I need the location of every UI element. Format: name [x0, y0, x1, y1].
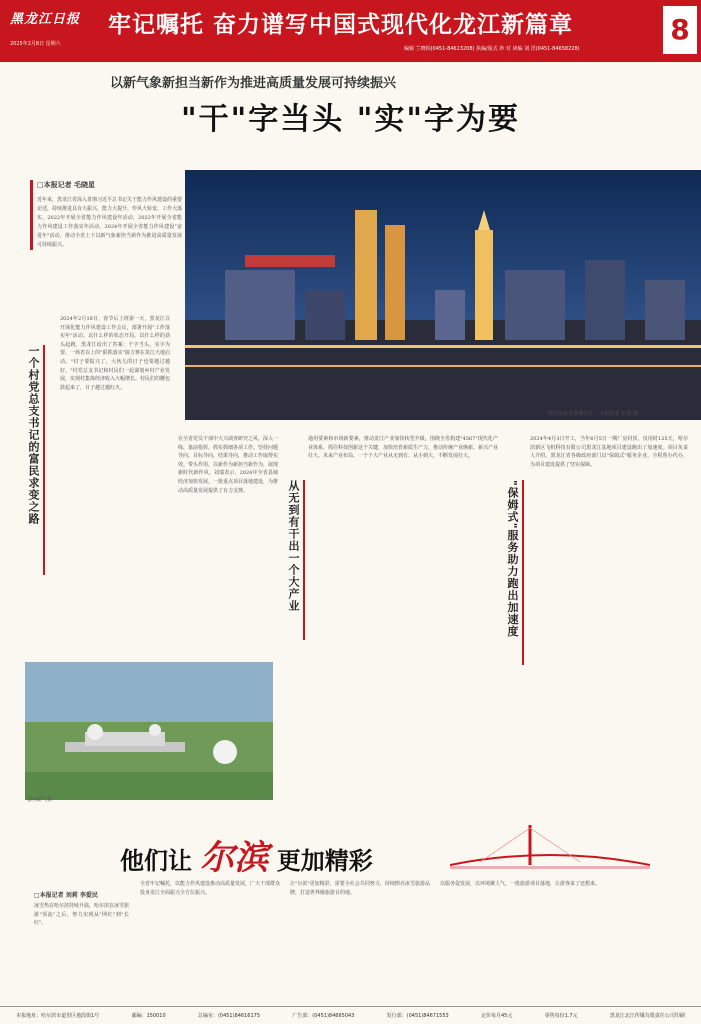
feature-column-2: 全省牢记嘱托，以能力作风建设推动高质量发展，广大干部群众投身龙江全面振兴全方位振兴。	[140, 881, 280, 896]
article-title: "干"字当头 "实"字为要	[181, 102, 520, 137]
article-subhead: 以新气象新担当新作为推进高质量发展可持续振兴	[110, 76, 397, 91]
footer-printer: 黑龙江北江传媒有限责任公司印刷	[609, 1013, 685, 1019]
footer-postcode: 邮编：150010	[131, 1013, 166, 1019]
footer-switchboard: 总编室：(0451)84616175	[197, 1013, 261, 1019]
section-title-industry: 从无到有干出一个大产业	[285, 480, 305, 640]
feature-title-post: 更加精彩	[276, 847, 373, 875]
footer-distribution: 发行部：(0451)84671553	[386, 1013, 449, 1019]
article-column-1: 2024年2月18日，春节后上班第一天，黑龙江召开深化能力作风建设工作会议，部署开展"工作落实年"活动。以什么样的状态开局，以什么样的劲头起跑，黑龙江给出了答案：干字当头、实字为要。一场省以上的"狠抓落实"接力赛在龙江大地启动。"村子要振兴了，大伙儿的日子也要越过越好。"村党总支书记和村民们一起谋划乡村产业发展，实现村集体经济收入大幅增长。村民们的腰包鼓起来了，日子越过越红火。	[60, 316, 170, 391]
feature-column-1: 冰雪热在哈尔滨持续升温，哈尔滨在冰雪旅游"顶流"之后，努力实现从"网红"到"长红"。	[34, 903, 129, 927]
article-intro	[30, 180, 182, 250]
page-number: 8	[663, 6, 697, 54]
footer-price: 定价每月45元	[480, 1013, 513, 1019]
page-header	[0, 0, 701, 62]
editor-credits: 编辑 兰晓柏(0451-84613208) 执编/版式 妙 对 读编 刘 洋(0451-84658228)	[404, 46, 580, 52]
city-night-photo	[185, 170, 701, 420]
footer-ads: 广告部：(0451)84665043	[292, 1013, 355, 1019]
article-column-4: 2024年4月3日开工，当年6月5日一期厂房封顶，仅用时125天，哈尔滨新区飞机科技有限公司黑龙江基地项目建设跑出了加速度。项目负责人介绍，黑龙江省各级政府部门以"保姆式"服务企业，全程帮办代办，为项目建设提供了坚实保障。	[530, 436, 688, 468]
section-title-village: 一个村党总支书记的富民求变之路	[25, 345, 45, 575]
article-column-2: 在全省党员干部中大兴调查研究之风，深入一线、靠前指挥，抓实抓细各项工作。坚持问题导向、目标导向、结果导向，推动工作取得实效。带头作用，以新作为新担当新作为，展现新时代新作风。刘瑞表示，2024年全省县域经济加快发展，一批重点项目落地建设，为推动高质量发展提供了有力支撑。	[178, 436, 278, 494]
feature-title	[120, 830, 373, 879]
feature-column-4: 以服务促发展，以环境聚人气，一批旅游项目落地，让游客来了还想来。	[440, 881, 601, 887]
issue-date: 2025年2月8日 星期六	[10, 41, 61, 47]
intro-text: 近年来，黑龙江省深入贯彻习近平总书记关于能力作风建设的重要论述，持续推进具有大振兴、能力大提升、作风大转变、工作大落实，2022年开展全省能力作风建设年活动，2023年开展全省能力作风建设工作落实年活动，2024年开展全省能力作风建设"奋进年"活动，推动全省上下以新气象新担当新作为推进高质量发展可持续振兴。	[37, 197, 183, 248]
observatory-photo	[25, 662, 273, 800]
observatory-photo-caption: 德州新气象	[27, 797, 53, 803]
article-column-3: 通用要素和市场新要素，推动龙江产业加快转型升级。围绕全省构建"4567"现代化产业体系，抓住科技创新这个关键，加快培育新质生产力，推动传统产业焕新、新兴产业壮大、未来产业布局，一个个大产业从无到有、从小到大，不断发展壮大。	[308, 436, 498, 460]
page-banner: 牢记嘱托 奋力谱写中国式现代化龙江新篇章	[108, 12, 574, 38]
city-night-illustration	[185, 170, 701, 420]
feature-title-pre: 他们让	[120, 847, 192, 875]
bridge-illustration	[450, 820, 650, 880]
footer-address: 本报地址：哈尔滨市道里区地段街1号	[16, 1013, 100, 1019]
footer-retail: 零售每份1.7元	[544, 1013, 578, 1019]
article-byline: □本报记者 毛晓星	[37, 180, 96, 189]
feature-title-red: 尔滨	[200, 838, 269, 878]
feature-byline: □本报记者 刘莉 李爱民	[34, 892, 98, 899]
page-footer	[0, 1006, 701, 1024]
feature-column-3: 让"尔滨"更加精彩，需要全社会共同努力，持续擦亮冰雪旅游品牌，打造世界级旅游目的地。	[290, 881, 430, 896]
masthead: 黑龙江日报	[10, 12, 81, 27]
city-photo-caption: 哈尔滨夜景璀璨夺目。 本报记者 张倩 摄	[548, 411, 638, 417]
observatory-illustration	[25, 662, 273, 800]
section-title-service: "保姆式"服务助力跑出加速度	[504, 480, 524, 665]
